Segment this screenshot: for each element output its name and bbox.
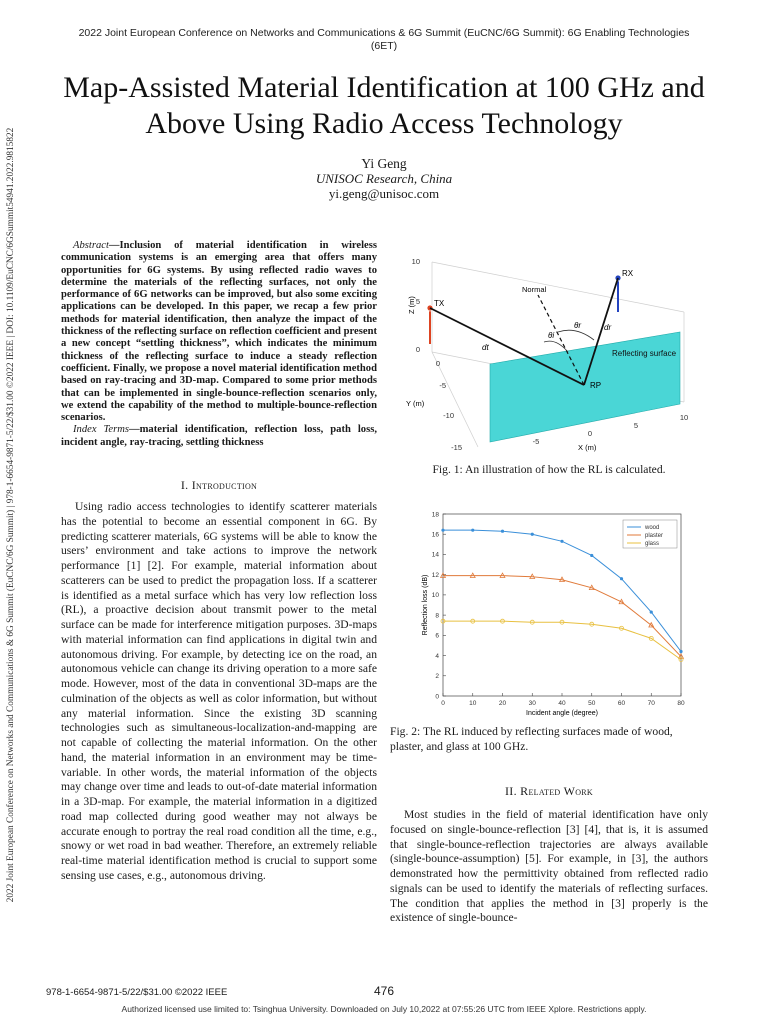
figure-1-illustration [398,252,704,452]
page-number: 476 [373,984,395,998]
conference-line-2: (6ET) [370,40,398,52]
conference-line-1: 2022 Joint European Conference on Networks and Communications & 6G Summit (EuCNC/6G Summit): 6G Enabling Technologies [78,27,690,39]
figure-2-chart [405,508,689,720]
x-tick-label: 50 [588,700,596,707]
y-tick-label: 6 [435,632,439,640]
x-tick-label: 60 [617,700,626,707]
dt-label: dt [482,343,489,352]
side-doi-text: 2022 Joint European Conference on Networks and Communications & 6G Summit (EuCNC/6G Summit) | 978-1-6654-9871-5/22/$31.00 ©2022 IEEE | DOI: 10.1109/EuCNC/6GSummit54941.2022.9815822 [6,127,16,903]
fig1-y-tick: -15 [451,443,462,452]
y-tick-label: 2 [435,673,439,681]
fig1-x-tick: 10 [679,413,689,422]
left-column-top [61,240,377,449]
data-point-wood [531,533,534,536]
data-point-wood [679,650,682,653]
conference-header [0,27,768,53]
y-tick-label: 18 [431,511,439,519]
index-terms-text: —material identification, reflection loss, path loss, incident angle, ray-tracing, settling thickness [61,424,377,448]
data-point-wood [620,577,623,580]
series-line-plaster [443,576,681,657]
figure-1-caption: Fig. 1: An illustration of how the RL is calculated. [432,463,666,476]
footer-isbn: 978-1-6654-9871-5/22/$31.00 ©2022 IEEE [46,987,228,998]
fig1-xlabel: X (m) [578,443,597,452]
data-point-wood [650,610,653,613]
normal-label: Normal [522,285,547,294]
abstract [61,240,377,424]
theta-r-arc [558,330,594,340]
author-name: Yi Geng [361,156,407,171]
x-tick-label: 20 [498,700,507,707]
fig1-y-tick: 0 [435,359,440,368]
x-tick-label: 0 [441,700,445,707]
figure-2-caption: Fig. 2: The RL induced by reflecting surfaces made of wood, plaster, and glass at 100 GHz. [390,725,673,753]
chart-x-axis-label: Incident angle (degree) [526,710,598,717]
fig1-x-tick: -5 [532,437,540,446]
x-tick-label: 30 [528,700,536,707]
x-tick-label: 40 [558,700,566,707]
legend-label-plaster: plaster [645,533,664,540]
data-point-wood [501,530,504,533]
series-line-glass [443,621,681,659]
fig1-x-tick: 0 [587,429,593,438]
y-tick-label: 4 [435,652,439,660]
paper-title: Map-Assisted Material Identification at 100 GHz and Above Using Radio Access Technology [63,71,705,140]
section-heading-related-work: II. Related Work [504,784,593,798]
abstract-lead: Abstract [73,240,109,251]
author-block [0,156,768,201]
y-tick-label: 10 [431,592,439,600]
theta-r-label: θr [574,321,582,330]
legend-label-wood: wood [645,525,660,532]
dr-label: dr [604,323,612,332]
x-tick-label: 80 [677,700,685,707]
fig1-ylabel: Y (m) [406,399,425,408]
related-work-paragraph: Most studies in the field of material identification have only focused on single-bounce-reflection [3] [4], that is, it is assumed that single-bounce-reflection trajectories are always available (single-bounce-assumption) [5]. For example, in [3], the authors demonstrated how the permittivity obtained from reflected radio signals can be used to identify the materials of reflecting surfaces. The condition that applies the method in [3] properly is the existence of single-bounce- [390,808,708,925]
fig1-surface-label: Reflecting surface [612,349,677,358]
author-affiliation: UNISOC Research, China [315,171,453,186]
fig1-zlabel: Z (m) [407,296,416,314]
series-line-wood [443,530,681,651]
rx-label: RX [622,269,634,278]
fig1-y-tick: -10 [443,411,454,420]
fig1-y-tick: -5 [439,381,446,390]
introduction-paragraph: Using radio access technologies to identify scatterer materials has the potential to become an essential component in 6G. By predicting scatterer materials, 6G systems will be able to know the users’ environment and take actions to improve the network performance [1] [2]. For example, material information about scatterers can be used to predict the propagation loss. If a scatterer is identified as a metal surface which has very low reflection loss (RL), a proactive decision about transmit power to the metal surface can be made for interference mitigation purposes. 3D-maps with material information can find applications in digital twin and autonomous driving. For example, by detecting ice on the road, an autonomous vehicle can change its driving operation to a more safe mode. However, most of the data in conventional 3D-maps are the culmination of the objects as well as color information, but without any material information. Since the existing 3D scanning technologies such as simultaneous-localization-and-mapping are not capable of collecting the material information. On the other hand, the material information in an environment may be time-variable. In other words, the material information of the objects may change over time and leads to out-of-date material information in a 3D-map. For example, the material information in a digitized road map collected during good weather may not always be accurate enough to portray the real road condition all the time, e.g., snowy or wet road in bad weather. Therefore, an extremely reliable real-time material identification method is crucial to support some sensing use cases, e.g., autonomous driving. [61,500,377,882]
section-heading-introduction: I. Introduction [180,478,258,492]
license-notice: Authorized licensed use limited to: Tsinghua University. Downloaded on July 10,2022 at 07:55:26 UTC from IEEE Xplore. Restrictions apply. [121,1004,647,1014]
theta-i-label: θi [548,331,555,340]
y-tick-label: 14 [431,551,439,559]
fig1-x-tick: 5 [633,421,639,430]
x-tick-label: 70 [647,700,655,707]
y-tick-label: 16 [431,531,439,539]
data-point-wood [560,540,563,543]
index-terms [61,424,377,449]
data-point-wood [471,529,474,532]
y-tick-label: 0 [435,693,439,701]
data-point-wood [590,554,593,557]
chart-y-axis-label: Reflection loss (dB) [422,574,429,636]
tx-label: TX [434,299,445,308]
x-tick-label: 10 [469,700,477,707]
y-tick-label: 12 [431,571,439,579]
fig1-z-tick: 5 [415,297,420,306]
legend-label-glass: glass [645,541,660,548]
index-terms-lead: Index Terms [73,424,130,436]
abstract-text: —Inclusion of material identification in wireless communication systems is an emerging area that offers many opportunities for 6G systems. By using reflected radio waves to determine the materials of the reflecting surfaces, not only the performance of 6G networks can be improved, but also some exciting applications can be developed. In this paper, we recap a few prior methods for material identification, then analyze the impact of the thickness of the reflecting surface on reflection coefficient and present a new concept “settling thickness”, which indicates the minimum thickness of the reflecting surface to induce a steady reflection coefficient. Finally, we propose a novel material identification method based on ray-tracing and 3D-map. Compared to some prior methods that can be implemented in single-bounce-reflection scenarios only, we extend the capability of the method to multiple-bounce-reflection scenarios. [61,240,377,424]
y-tick-label: 8 [435,612,439,620]
fig1-z-tick: 10 [411,257,420,266]
fig1-z-tick: 0 [415,345,420,354]
rp-label: RP [590,381,602,390]
data-point-wood [441,529,444,532]
author-email[interactable]: yi.geng@unisoc.com [328,186,440,201]
side-doi-strip [4,80,18,950]
